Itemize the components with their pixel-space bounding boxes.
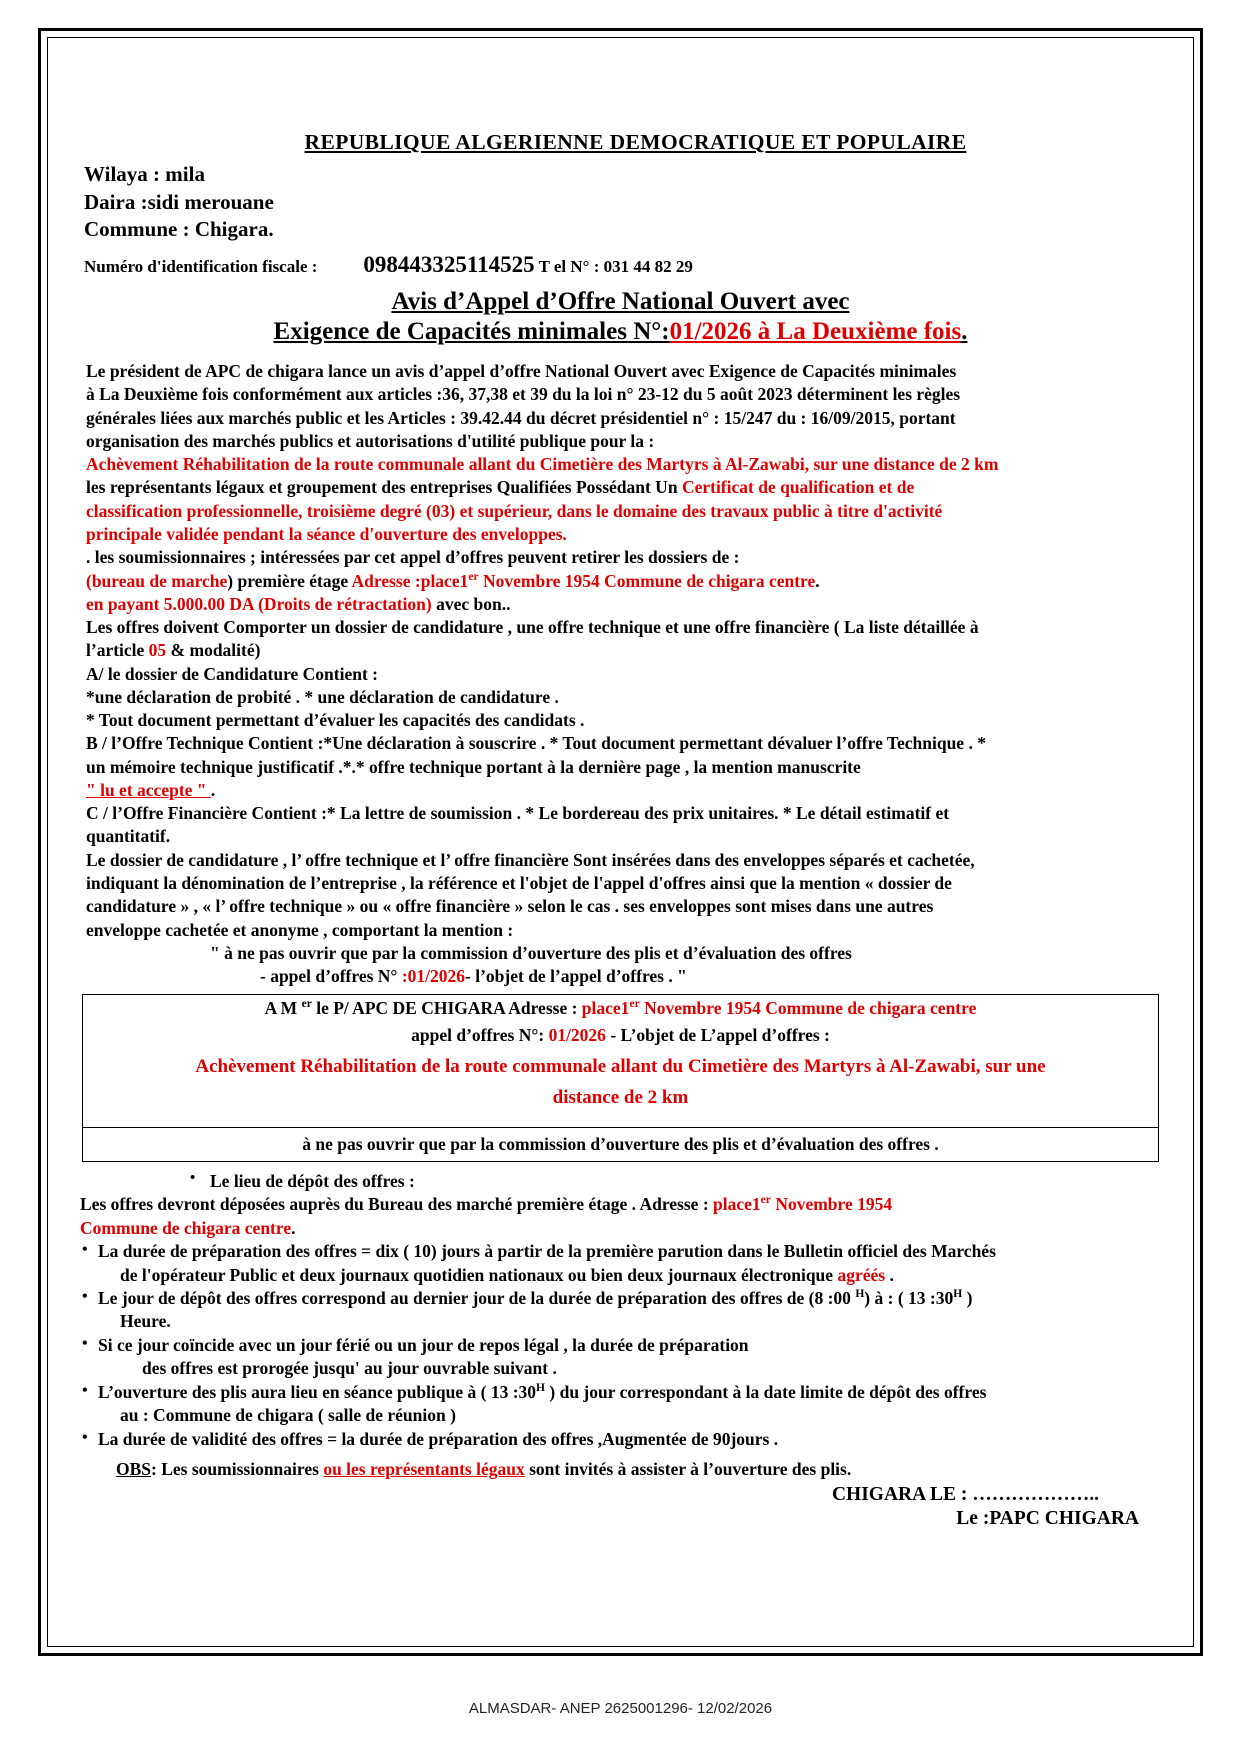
deposit-address-line-2: [80, 1217, 1161, 1240]
box-reference-line: [83, 1022, 1158, 1049]
opening-sup: H: [536, 1381, 546, 1394]
section-a-item-1: *une déclaration de probité . * une déclaration de candidature .: [86, 686, 559, 707]
signature-authority-line: Le :PAPC CHIGARA: [956, 1508, 1139, 1530]
box-addr-red-b: Novembre 1954 Commune de chigara centre: [639, 998, 977, 1019]
bureau-floor: ) première étage: [227, 570, 352, 591]
bullet-deposit-day: [80, 1287, 1161, 1310]
deposit-red: [713, 1194, 892, 1214]
document-inner-border: [47, 37, 1194, 1647]
bullet-list: [80, 1170, 1161, 1451]
bureau-tail: .: [815, 570, 820, 591]
page-title: REPUBLIQUE ALGERIENNE DEMOCRATIQUE ET POPULAIRE: [304, 130, 967, 154]
envelopes-line-2: indiquant la dénomination de l’entreprise , la référence et l'objet de l'appel d'offres ainsi que la mention « dossier de: [86, 873, 952, 893]
obs-label: OBS: [116, 1459, 152, 1480]
box-addr-pre: A M: [264, 998, 302, 1019]
box-do-not-open-line: à ne pas ouvrir que par la commission d’ouverture des plis et d’évaluation des offres .: [83, 1127, 1158, 1161]
mention-quote-line-2: [80, 965, 1161, 988]
bullet-preparation-duration-sub: [80, 1264, 1161, 1287]
paragraph-offers-compose-1: Les offres doivent Comporter un dossier de candidature , une offre technique et une offre financière ( La liste détaillée à: [86, 617, 979, 638]
deposit-red-c: Commune de chigara centre: [80, 1217, 292, 1238]
section-c-line-1: C / l’Offre Financière Contient :* La lettre de soumission . * Le bordereau des prix unitaires. * Le détail estimatif et: [86, 803, 950, 824]
project-object-red: Achèvement Réhabilitation de la route communale allant du Cimetière des Martyrs à Al-Zawabi, sur une distance de 2 km: [86, 454, 999, 475]
qualification-red-2: classification professionnelle, troisième degré (03) et supérieur, dans le domaine des travaux public à titre d'activité: [86, 500, 943, 521]
qualification-red-1: Certificat de qualification et de: [681, 477, 915, 498]
obs-red: ou les représentants légaux: [323, 1459, 525, 1480]
envelopes-line-4: enveloppe cachetée et anonyme , comportant la mention :: [86, 919, 514, 940]
box-address-red: [582, 998, 977, 1018]
bullet-holiday-rule-sub: des offres est prorogée jusqu' au jour ouvrable suivant .: [142, 1358, 557, 1379]
deposit-red-a: place1: [713, 1194, 761, 1215]
box-addr-red-a: place1: [581, 998, 630, 1019]
paragraph-withdrawal: . les soumissionnaires ; intéressées par cet appel d’offres peuvent retirer les dossiers de :: [86, 547, 740, 568]
bullet-opening-session-sub: au : Commune de chigara ( salle de réunion ): [120, 1405, 456, 1426]
envelopes-line-1: Le dossier de candidature , l’ offre technique et l’ offre financière Sont insérées dans des enveloppes séparés et cachetée,: [86, 849, 975, 870]
obs-black-1: : Les soumissionnaires: [151, 1459, 324, 1480]
section-b-manuscript: [80, 779, 1161, 802]
bullet-holiday-rule: • Si ce jour coïncide avec un jour férié ou un jour de repos légal , la durée de préparation: [80, 1334, 1161, 1357]
bullet-preparation-duration: • La durée de préparation des offres = dix ( 10) jours à partir de la première parution dans le Bulletin officiel des Marchés: [80, 1240, 1161, 1263]
notice-reference: 01/2026 à La Deuxième fois: [669, 318, 962, 346]
payment-amount: en payant 5.000.00 DA (Droits de rétractation): [86, 593, 432, 614]
bullet-validity-duration: • La durée de validité des offres = la durée de préparation des offres ,Augmentée de 90jours .: [80, 1428, 1161, 1451]
paragraph-offers-compose-2: [80, 639, 1161, 662]
document-page: [38, 28, 1203, 1656]
box-addr-red-sup: er: [629, 998, 640, 1011]
notice-title-black: Exigence de Capacités minimales N°:: [273, 318, 670, 346]
paragraph-intro-3: générales liées aux marchés public et les Articles : 39.42.44 du décret présidentiel n° : 15/247 du : 16/09/2015, portant: [86, 407, 956, 428]
payment-tail: avec bon..: [431, 593, 511, 614]
document-content: [70, 130, 1171, 1530]
paragraph-intro-2: à La Deuxième fois conformément aux articles :36, 37,38 et 39 du la loi n° 23-12 du 5 août 2023 déterminent les règles: [86, 384, 961, 405]
paragraph-intro-4: organisation des marchés publics et autorisations d'utilité publique pour la :: [86, 430, 655, 451]
telephone-number: T el N° : 031 44 82 29: [538, 257, 693, 277]
bureau-label: (bureau de marche: [86, 570, 228, 591]
observation-line: [80, 1459, 1161, 1480]
article-pre: l’article: [86, 640, 149, 661]
mention-quote-line-1: " à ne pas ouvrir que par la commission d’ouverture des plis et d’évaluation des offres: [210, 942, 852, 963]
document-footer: ALMASDAR- ANEP 2625001296- 12/02/2026: [468, 1700, 773, 1717]
box-address-line: [83, 995, 1158, 1022]
body-text: [80, 360, 1161, 988]
mention-pre: - appel d’offres N°: [260, 966, 402, 987]
qualification-red-3: principale validée pendant la séance d'ouverture des enveloppes.: [86, 524, 567, 545]
address-suffix: Novembre 1954 Commune de chigara centre: [478, 570, 816, 591]
pub-post: .: [885, 1264, 894, 1285]
envelopes-line-3: candidature » , « l’ offre technique » ou « offre financière » selon le cas . ses enveloppes sont mises dans une autres: [86, 896, 934, 917]
box-addr-mid: le P/ APC DE CHIGARA Adresse :: [311, 998, 582, 1019]
section-a-item-2: * Tout document permettant d’évaluer les capacités des candidats .: [86, 710, 585, 731]
deposit-day-mid: ) à : ( 13 :30: [864, 1287, 954, 1308]
fiscal-label: Numéro d'identification fiscale :: [84, 257, 318, 277]
section-a-heading: A/ le dossier de Candidature Contient :: [86, 663, 379, 684]
address-ordinal-sup: er: [468, 570, 479, 583]
signature-date-line: CHIGARA LE : ………………..: [831, 1484, 1099, 1506]
deposit-day-sup2: H: [953, 1288, 963, 1301]
box-object-line-2: distance de 2 km: [552, 1087, 689, 1109]
bullet-deposit-place: • Le lieu de dépôt des offres :: [80, 1170, 1161, 1193]
bullet-opening-session: [80, 1381, 1161, 1404]
box-addr-sup: er: [301, 998, 312, 1011]
deposit-day-sup1: H: [855, 1288, 865, 1301]
qualification-black: les représentants légaux et groupement des entreprises Qualifiées Possédant Un: [86, 477, 682, 498]
article-post: & modalité): [166, 640, 261, 661]
mention-post: - l’objet de l’appel d’offres . ": [465, 966, 687, 987]
notice-title-line1: [80, 288, 1161, 316]
notice-title-line2: [80, 318, 1161, 346]
envelope-address-box: [82, 994, 1159, 1161]
mention-reference: :01/2026: [401, 966, 466, 987]
wilaya-line: Wilaya : mila: [84, 162, 205, 186]
section-b-line-1: B / l’Offre Technique Contient :*Une déclaration à souscrire . * Tout document permettant dévaluer l’offre Technique . *: [86, 733, 986, 754]
bullet-deposit-day-sub: Heure.: [120, 1311, 171, 1332]
section-c-line-2: quantitatif.: [86, 826, 171, 847]
manuscript-mention: " lu et accepte ": [86, 779, 211, 800]
paragraph-payment: [80, 593, 1161, 616]
paragraph-bureau-address: [80, 570, 1161, 593]
address-prefix: Adresse :place1: [351, 570, 469, 591]
pub-pre: de l'opérateur Public et deux journaux quotidien nationaux ou bien deux journaux électronique: [120, 1264, 838, 1285]
box-ref-pre: appel d’offres N°:: [411, 1025, 549, 1046]
daira-line: Daira :sidi merouane: [84, 189, 274, 214]
article-number: 05: [148, 640, 167, 661]
pub-agreed: agréés: [837, 1264, 886, 1285]
bureau-address-red: [352, 571, 816, 591]
box-object-line-1: Achèvement Réhabilitation de la route communale allant du Cimetière des Martyrs à Al-Zawabi, sur une: [195, 1055, 1046, 1077]
fiscal-number: 098443325114525: [363, 252, 535, 278]
section-b-line-2: un mémoire technique justificatif .*.* offre technique portant à la dernière page , la mention manuscrite: [86, 756, 861, 777]
commune-line: Commune : Chigara.: [84, 217, 274, 242]
notice-title-text: Avis d’Appel d’Offre National Ouvert avec: [391, 288, 850, 316]
paragraph-qualification-1: [80, 476, 1161, 499]
box-ref-number: 01/2026: [548, 1025, 606, 1046]
deposit-address-line: [80, 1193, 1161, 1216]
opening-post: ) du jour correspondant à la date limite de dépôt des offres: [545, 1381, 987, 1402]
deposit-red-sup: er: [760, 1194, 771, 1207]
box-ref-post: - L’objet de L’appel d’offres :: [605, 1025, 830, 1046]
fiscal-id-line: [84, 252, 1161, 278]
deposit-red-b: Novembre 1954: [770, 1194, 893, 1215]
deposit-day-pre: Le jour de dépôt des offres correspond au dernier jour de la durée de préparation des offres de (8 :00: [98, 1287, 856, 1308]
deposit-black: Les offres devront déposées auprès du Bureau des marché première étage . Adresse :: [80, 1194, 714, 1215]
notice-title-tail: .: [961, 318, 968, 346]
obs-black-2: sont invités à assister à l’ouverture des plis.: [524, 1459, 852, 1480]
deposit-tail: .: [291, 1217, 296, 1238]
paragraph-intro-1: Le président de APC de chigara lance un avis d’appel d’offre National Ouvert avec Exigence de Capacités minimales: [86, 361, 957, 382]
opening-pre: L’ouverture des plis aura lieu en séance publique à ( 13 :30: [98, 1381, 537, 1402]
deposit-day-post: ): [962, 1287, 973, 1308]
manuscript-tail: .: [210, 779, 216, 800]
